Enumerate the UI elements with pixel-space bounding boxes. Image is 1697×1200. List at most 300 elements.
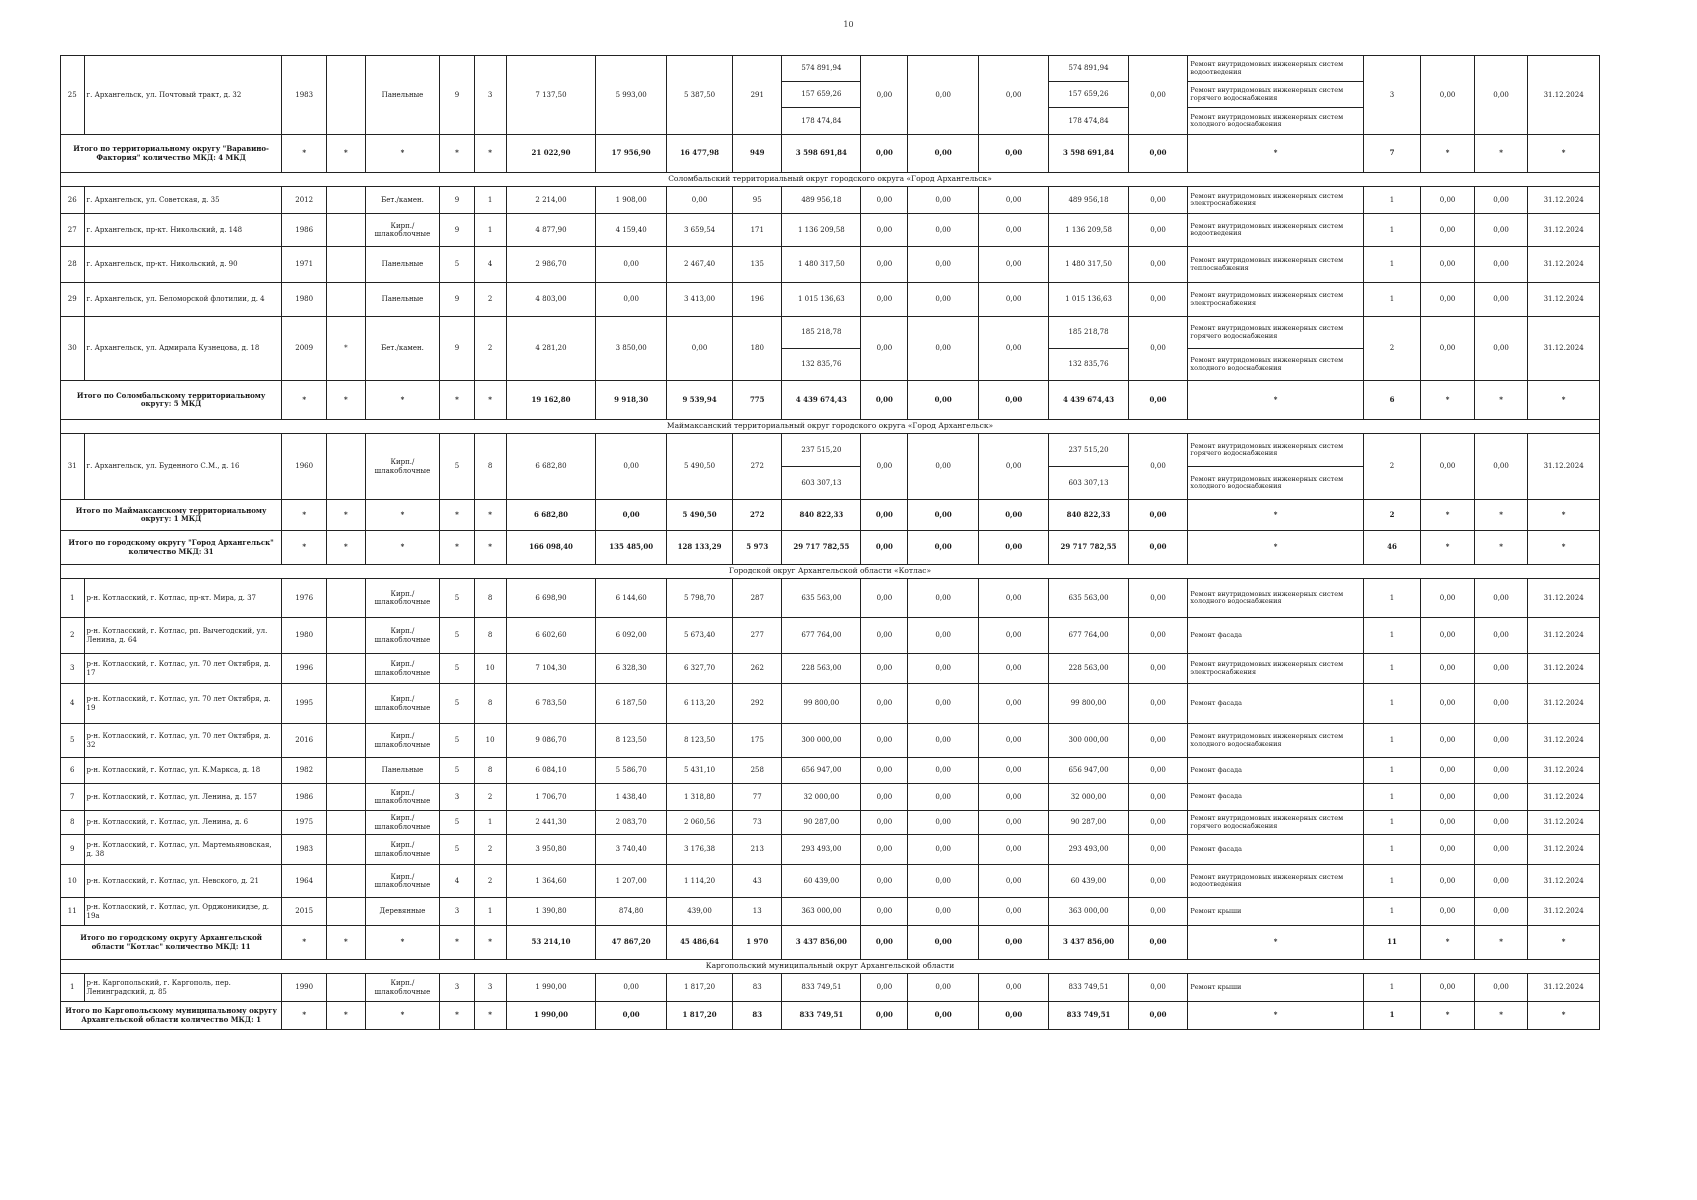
residential-area-cell: 1 817,20 <box>666 1002 732 1030</box>
total-row <box>61 1002 1600 1030</box>
cost-total-cell: 90 287,00 <box>1049 811 1128 835</box>
living-area-cell: 874,80 <box>596 898 667 926</box>
cost-cell: 840 822,33 <box>782 500 861 531</box>
work-type-cell: Ремонт внутридомовых инженерных систем водоотведения <box>1188 214 1363 247</box>
work-type-cell: Ремонт внутридомовых инженерных систем холодного водоснабжения <box>1188 579 1363 618</box>
works-count-cell: 1 <box>1363 618 1421 654</box>
commission-cell <box>327 865 365 898</box>
build-year-cell: 1976 <box>282 579 327 618</box>
spec-cost-cell: * <box>1421 135 1474 173</box>
funding-cell: 0,00 <box>861 758 908 784</box>
cost-total-cell: 132 835,76 <box>1049 349 1128 381</box>
floors-cell: 3 <box>440 784 474 811</box>
total-area-cell: 1 990,00 <box>506 1002 596 1030</box>
table-row <box>61 654 1600 684</box>
cost-total-cell: 3 598 691,84 <box>1049 135 1128 173</box>
deadline-cell: * <box>1528 1002 1600 1030</box>
total-area-cell: 1 706,70 <box>506 784 596 811</box>
commission-cell <box>327 247 365 283</box>
build-year-cell: 1986 <box>282 214 327 247</box>
floors-cell: * <box>440 381 474 420</box>
limit-cost-cell: 0,00 <box>1474 758 1527 784</box>
total-area-cell: 53 214,10 <box>506 926 596 960</box>
other-funding-cell: 0,00 <box>1128 865 1188 898</box>
cost-cell: 132 835,76 <box>782 349 861 381</box>
works-count-cell: 1 <box>1363 1002 1421 1030</box>
commission-cell: * <box>327 531 365 565</box>
works-count-cell: 11 <box>1363 926 1421 960</box>
other-funding-cell: 0,00 <box>1128 758 1188 784</box>
build-year-cell: 2009 <box>282 317 327 381</box>
wall-material-cell: Панельные <box>365 247 440 283</box>
table-row <box>61 865 1600 898</box>
entrances-cell: 8 <box>474 434 506 500</box>
total-area-cell: 2 214,00 <box>506 187 596 214</box>
spec-cost-cell: 0,00 <box>1421 865 1474 898</box>
funding-cell: 0,00 <box>908 926 979 960</box>
limit-cost-cell: 0,00 <box>1474 187 1527 214</box>
total-area-cell: 7 104,30 <box>506 654 596 684</box>
floors-cell: 5 <box>440 434 474 500</box>
funding-cell: 0,00 <box>908 684 979 724</box>
works-count-cell: 1 <box>1363 214 1421 247</box>
living-area-cell: 1 207,00 <box>596 865 667 898</box>
funding-cell: 0,00 <box>978 214 1049 247</box>
funding-cell: 0,00 <box>978 811 1049 835</box>
limit-cost-cell: * <box>1474 926 1527 960</box>
cost-cell: 603 307,13 <box>782 467 861 500</box>
wall-material-cell: * <box>365 500 440 531</box>
commission-cell <box>327 974 365 1002</box>
wall-material-cell: * <box>365 1002 440 1030</box>
other-funding-cell: 0,00 <box>1128 926 1188 960</box>
residential-area-cell: 45 486,64 <box>666 926 732 960</box>
total-area-cell: 6 602,60 <box>506 618 596 654</box>
funding-cell: 0,00 <box>861 531 908 565</box>
living-area-cell: 1 438,40 <box>596 784 667 811</box>
spec-cost-cell: * <box>1421 1002 1474 1030</box>
funding-cell: 0,00 <box>908 187 979 214</box>
table-row <box>61 434 1600 467</box>
funding-cell: 0,00 <box>861 898 908 926</box>
floors-cell: * <box>440 135 474 173</box>
cost-cell: 293 493,00 <box>782 835 861 865</box>
row-number-cell: 4 <box>61 684 85 724</box>
floors-cell: 5 <box>440 579 474 618</box>
spec-cost-cell: 0,00 <box>1421 654 1474 684</box>
limit-cost-cell: * <box>1474 381 1527 420</box>
build-year-cell: 2016 <box>282 724 327 758</box>
funding-cell: 0,00 <box>908 500 979 531</box>
build-year-cell: * <box>282 135 327 173</box>
page-number: 10 <box>843 20 854 29</box>
other-funding-cell: 0,00 <box>1128 784 1188 811</box>
cost-cell: 178 474,84 <box>782 108 861 135</box>
funding-cell: 0,00 <box>978 654 1049 684</box>
deadline-cell: 31.12.2024 <box>1528 434 1600 500</box>
cost-cell: 1 136 209,58 <box>782 214 861 247</box>
spec-cost-cell: 0,00 <box>1421 898 1474 926</box>
deadline-cell: * <box>1528 381 1600 420</box>
row-number-cell: 9 <box>61 835 85 865</box>
cost-cell: 635 563,00 <box>782 579 861 618</box>
wall-material-cell: Бет./камен. <box>365 187 440 214</box>
living-area-cell: 0,00 <box>596 247 667 283</box>
total-area-cell: 1 364,60 <box>506 865 596 898</box>
work-type-cell: Ремонт внутридомовых инженерных систем водоотведения <box>1188 865 1363 898</box>
works-count-cell: 46 <box>1363 531 1421 565</box>
residents-cell: 5 973 <box>733 531 782 565</box>
funding-cell: 0,00 <box>908 654 979 684</box>
build-year-cell: 1995 <box>282 684 327 724</box>
entrances-cell: 2 <box>474 283 506 317</box>
works-count-cell: 1 <box>1363 654 1421 684</box>
commission-cell <box>327 724 365 758</box>
residents-cell: 277 <box>733 618 782 654</box>
commission-cell: * <box>327 926 365 960</box>
table-row <box>61 214 1600 247</box>
residents-cell: 258 <box>733 758 782 784</box>
funding-cell: 0,00 <box>908 317 979 381</box>
build-year-cell: 1964 <box>282 865 327 898</box>
works-count-cell: 1 <box>1363 684 1421 724</box>
wall-material-cell: Панельные <box>365 56 440 135</box>
cost-cell: 4 439 674,43 <box>782 381 861 420</box>
address-cell: г. Архангельск, ул. Буденного С.М., д. 16 <box>84 434 282 500</box>
address-cell: г. Архангельск, ул. Советская, д. 35 <box>84 187 282 214</box>
row-number-cell: 10 <box>61 865 85 898</box>
spec-cost-cell: * <box>1421 500 1474 531</box>
residents-cell: 77 <box>733 784 782 811</box>
residential-area-cell: 0,00 <box>666 187 732 214</box>
commission-cell: * <box>327 1002 365 1030</box>
floors-cell: 9 <box>440 317 474 381</box>
works-count-cell: 1 <box>1363 974 1421 1002</box>
work-type-cell: Ремонт внутридомовых инженерных систем горячего водоснабжения <box>1188 811 1363 835</box>
cost-total-cell: 99 800,00 <box>1049 684 1128 724</box>
spec-cost-cell: 0,00 <box>1421 56 1474 135</box>
deadline-cell: 31.12.2024 <box>1528 579 1600 618</box>
floors-cell: 5 <box>440 247 474 283</box>
commission-cell <box>327 579 365 618</box>
floors-cell: * <box>440 1002 474 1030</box>
limit-cost-cell: * <box>1474 1002 1527 1030</box>
commission-cell <box>327 618 365 654</box>
works-count-cell: 1 <box>1363 283 1421 317</box>
address-cell: р-н. Котласский, г. Котлас, рп. Вычегодский, ул. Ленина, д. 64 <box>84 618 282 654</box>
work-type-cell: Ремонт внутридомовых инженерных систем горячего водоснабжения <box>1188 82 1363 108</box>
cost-cell: 157 659,26 <box>782 82 861 108</box>
funding-cell: 0,00 <box>908 247 979 283</box>
limit-cost-cell: 0,00 <box>1474 684 1527 724</box>
work-type-cell: Ремонт крыши <box>1188 974 1363 1002</box>
commission-cell <box>327 187 365 214</box>
entrances-cell: 3 <box>474 56 506 135</box>
commission-cell <box>327 434 365 500</box>
residential-area-cell: 16 477,98 <box>666 135 732 173</box>
funding-cell: 0,00 <box>861 784 908 811</box>
address-cell: р-н. Котласский, г. Котлас, пр-кт. Мира, д. 37 <box>84 579 282 618</box>
work-type-cell: Ремонт внутридомовых инженерных систем холодного водоснабжения <box>1188 724 1363 758</box>
limit-cost-cell: * <box>1474 531 1527 565</box>
cost-cell: 237 515,20 <box>782 434 861 467</box>
limit-cost-cell: 0,00 <box>1474 811 1527 835</box>
wall-material-cell: Кирп./ шлакоблочные <box>365 654 440 684</box>
living-area-cell: 0,00 <box>596 1002 667 1030</box>
spec-cost-cell: * <box>1421 531 1474 565</box>
work-type-cell: Ремонт крыши <box>1188 898 1363 926</box>
funding-cell: 0,00 <box>908 618 979 654</box>
works-count-cell: 2 <box>1363 500 1421 531</box>
limit-cost-cell: 0,00 <box>1474 974 1527 1002</box>
cost-cell: 29 717 782,55 <box>782 531 861 565</box>
spec-cost-cell: 0,00 <box>1421 811 1474 835</box>
cost-total-cell: 3 437 856,00 <box>1049 926 1128 960</box>
total-label-cell: Итого по Каргопольскому муниципальному округу Архангельской области количество МКД: 1 <box>61 1002 282 1030</box>
spec-cost-cell: 0,00 <box>1421 214 1474 247</box>
cost-total-cell: 300 000,00 <box>1049 724 1128 758</box>
other-funding-cell: 0,00 <box>1128 898 1188 926</box>
commission-cell <box>327 283 365 317</box>
living-area-cell: 5 586,70 <box>596 758 667 784</box>
entrances-cell: * <box>474 381 506 420</box>
cost-total-cell: 574 891,94 <box>1049 56 1128 82</box>
living-area-cell: 0,00 <box>596 500 667 531</box>
residential-area-cell: 3 176,38 <box>666 835 732 865</box>
cost-total-cell: 157 659,26 <box>1049 82 1128 108</box>
build-year-cell: * <box>282 500 327 531</box>
district-section-title: Каргопольский муниципальный округ Архангельской области <box>61 960 1600 974</box>
cost-cell: 363 000,00 <box>782 898 861 926</box>
cost-total-cell: 32 000,00 <box>1049 784 1128 811</box>
cost-cell: 656 947,00 <box>782 758 861 784</box>
wall-material-cell: Кирп./ шлакоблочные <box>365 724 440 758</box>
funding-cell: 0,00 <box>978 898 1049 926</box>
entrances-cell: 1 <box>474 811 506 835</box>
table-row <box>61 618 1600 654</box>
address-cell: г. Архангельск, ул. Адмирала Кузнецова, д. 18 <box>84 317 282 381</box>
cost-total-cell: 603 307,13 <box>1049 467 1128 500</box>
other-funding-cell: 0,00 <box>1128 724 1188 758</box>
total-area-cell: 4 877,90 <box>506 214 596 247</box>
entrances-cell: * <box>474 926 506 960</box>
cost-total-cell: 363 000,00 <box>1049 898 1128 926</box>
work-type-cell: Ремонт внутридомовых инженерных систем электроснабжения <box>1188 654 1363 684</box>
address-cell: р-н. Котласский, г. Котлас, ул. Ленина, д. 6 <box>84 811 282 835</box>
other-funding-cell: 0,00 <box>1128 247 1188 283</box>
residential-area-cell: 5 673,40 <box>666 618 732 654</box>
row-number-cell: 8 <box>61 811 85 835</box>
entrances-cell: 8 <box>474 579 506 618</box>
funding-cell: 0,00 <box>978 926 1049 960</box>
row-number-cell: 28 <box>61 247 85 283</box>
total-area-cell: 2 986,70 <box>506 247 596 283</box>
total-label-cell: Итого по городскому округу Архангельской области "Котлас" количество МКД: 11 <box>61 926 282 960</box>
cost-total-cell: 185 218,78 <box>1049 317 1128 349</box>
wall-material-cell: Бет./камен. <box>365 317 440 381</box>
living-area-cell: 0,00 <box>596 974 667 1002</box>
deadline-cell: 31.12.2024 <box>1528 974 1600 1002</box>
total-label-cell: Итого по городскому округу "Город Архангельск" количество МКД: 31 <box>61 531 282 565</box>
total-area-cell: 6 698,90 <box>506 579 596 618</box>
cost-cell: 3 598 691,84 <box>782 135 861 173</box>
address-cell: р-н. Котласский, г. Котлас, ул. 70 лет Октября, д. 32 <box>84 724 282 758</box>
commission-cell: * <box>327 135 365 173</box>
deadline-cell: 31.12.2024 <box>1528 317 1600 381</box>
works-count-cell: 1 <box>1363 865 1421 898</box>
deadline-cell: 31.12.2024 <box>1528 784 1600 811</box>
total-area-cell: 19 162,80 <box>506 381 596 420</box>
floors-cell: 5 <box>440 758 474 784</box>
limit-cost-cell: 0,00 <box>1474 835 1527 865</box>
row-number-cell: 2 <box>61 618 85 654</box>
other-funding-cell: 0,00 <box>1128 317 1188 381</box>
spec-cost-cell: 0,00 <box>1421 724 1474 758</box>
total-area-cell: 166 098,40 <box>506 531 596 565</box>
entrances-cell: 8 <box>474 758 506 784</box>
commission-cell <box>327 654 365 684</box>
other-funding-cell: 0,00 <box>1128 381 1188 420</box>
other-funding-cell: 0,00 <box>1128 283 1188 317</box>
funding-cell: 0,00 <box>978 56 1049 135</box>
works-count-cell: 1 <box>1363 187 1421 214</box>
works-count-cell: 1 <box>1363 898 1421 926</box>
limit-cost-cell: * <box>1474 500 1527 531</box>
district-section-row <box>61 173 1600 187</box>
cost-total-cell: 635 563,00 <box>1049 579 1128 618</box>
commission-cell: * <box>327 381 365 420</box>
funding-cell: 0,00 <box>861 283 908 317</box>
table-row <box>61 724 1600 758</box>
build-year-cell: * <box>282 531 327 565</box>
spec-cost-cell: 0,00 <box>1421 283 1474 317</box>
other-funding-cell: 0,00 <box>1128 835 1188 865</box>
funding-cell: 0,00 <box>861 974 908 1002</box>
funding-cell: 0,00 <box>861 1002 908 1030</box>
limit-cost-cell: 0,00 <box>1474 898 1527 926</box>
entrances-cell: 3 <box>474 974 506 1002</box>
deadline-cell: 31.12.2024 <box>1528 214 1600 247</box>
address-cell: р-н. Котласский, г. Котлас, ул. Орджоникидзе, д. 19а <box>84 898 282 926</box>
spec-cost-cell: 0,00 <box>1421 317 1474 381</box>
table-row <box>61 784 1600 811</box>
floors-cell: 5 <box>440 835 474 865</box>
entrances-cell: 2 <box>474 317 506 381</box>
spec-cost-cell: 0,00 <box>1421 247 1474 283</box>
works-count-cell: 2 <box>1363 317 1421 381</box>
address-cell: г. Архангельск, пр-кт. Никольский, д. 90 <box>84 247 282 283</box>
residential-area-cell: 5 387,50 <box>666 56 732 135</box>
cost-cell: 677 764,00 <box>782 618 861 654</box>
funding-cell: 0,00 <box>861 926 908 960</box>
district-section-title: Соломбальский территориальный округ городского округа «Город Архангельск» <box>61 173 1600 187</box>
row-number-cell: 1 <box>61 974 85 1002</box>
limit-cost-cell: 0,00 <box>1474 784 1527 811</box>
cost-total-cell: 178 474,84 <box>1049 108 1128 135</box>
funding-cell: 0,00 <box>908 974 979 1002</box>
table-row <box>61 898 1600 926</box>
residents-cell: 949 <box>733 135 782 173</box>
funding-cell: 0,00 <box>908 381 979 420</box>
work-type-cell: Ремонт фасада <box>1188 835 1363 865</box>
works-count-cell: 3 <box>1363 56 1421 135</box>
funding-cell: 0,00 <box>978 500 1049 531</box>
wall-material-cell: Кирп./ шлакоблочные <box>365 811 440 835</box>
work-type-cell: * <box>1188 531 1363 565</box>
district-section-row <box>61 420 1600 434</box>
address-cell: г. Архангельск, пр-кт. Никольский, д. 148 <box>84 214 282 247</box>
spec-cost-cell: * <box>1421 926 1474 960</box>
total-area-cell: 4 281,20 <box>506 317 596 381</box>
entrances-cell: 10 <box>474 724 506 758</box>
table-row <box>61 974 1600 1002</box>
spec-cost-cell: 0,00 <box>1421 618 1474 654</box>
floors-cell: * <box>440 531 474 565</box>
cost-total-cell: 1 136 209,58 <box>1049 214 1128 247</box>
cost-cell: 1 480 317,50 <box>782 247 861 283</box>
entrances-cell: 2 <box>474 784 506 811</box>
floors-cell: 9 <box>440 187 474 214</box>
cost-total-cell: 4 439 674,43 <box>1049 381 1128 420</box>
residents-cell: 272 <box>733 434 782 500</box>
residential-area-cell: 6 113,20 <box>666 684 732 724</box>
cost-cell: 228 563,00 <box>782 654 861 684</box>
other-funding-cell: 0,00 <box>1128 579 1188 618</box>
table-row <box>61 684 1600 724</box>
entrances-cell: * <box>474 500 506 531</box>
entrances-cell: * <box>474 135 506 173</box>
works-count-cell: 1 <box>1363 247 1421 283</box>
total-area-cell: 6 084,10 <box>506 758 596 784</box>
total-area-cell: 4 803,00 <box>506 283 596 317</box>
funding-cell: 0,00 <box>908 898 979 926</box>
work-type-cell: * <box>1188 1002 1363 1030</box>
cost-total-cell: 1 015 136,63 <box>1049 283 1128 317</box>
living-area-cell: 8 123,50 <box>596 724 667 758</box>
spec-cost-cell: * <box>1421 381 1474 420</box>
funding-cell: 0,00 <box>978 784 1049 811</box>
cost-cell: 574 891,94 <box>782 56 861 82</box>
living-area-cell: 0,00 <box>596 283 667 317</box>
cost-total-cell: 60 439,00 <box>1049 865 1128 898</box>
commission-cell <box>327 811 365 835</box>
wall-material-cell: Кирп./ шлакоблочные <box>365 618 440 654</box>
deadline-cell: 31.12.2024 <box>1528 811 1600 835</box>
deadline-cell: 31.12.2024 <box>1528 758 1600 784</box>
table-row <box>61 187 1600 214</box>
total-row <box>61 531 1600 565</box>
funding-cell: 0,00 <box>978 974 1049 1002</box>
cost-total-cell: 833 749,51 <box>1049 974 1128 1002</box>
deadline-cell: 31.12.2024 <box>1528 283 1600 317</box>
work-type-cell: Ремонт внутридомовых инженерных систем горячего водоснабжения <box>1188 317 1363 349</box>
cost-cell: 833 749,51 <box>782 1002 861 1030</box>
living-area-cell: 47 867,20 <box>596 926 667 960</box>
funding-cell: 0,00 <box>978 835 1049 865</box>
wall-material-cell: * <box>365 381 440 420</box>
spec-cost-cell: 0,00 <box>1421 784 1474 811</box>
funding-cell: 0,00 <box>861 247 908 283</box>
residents-cell: 43 <box>733 865 782 898</box>
funding-cell: 0,00 <box>908 724 979 758</box>
residents-cell: 175 <box>733 724 782 758</box>
residential-area-cell: 5 490,50 <box>666 500 732 531</box>
address-cell: р-н. Котласский, г. Котлас, ул. 70 лет Октября, д. 17 <box>84 654 282 684</box>
funding-cell: 0,00 <box>861 381 908 420</box>
funding-cell: 0,00 <box>978 579 1049 618</box>
limit-cost-cell: 0,00 <box>1474 247 1527 283</box>
cost-cell: 1 015 136,63 <box>782 283 861 317</box>
